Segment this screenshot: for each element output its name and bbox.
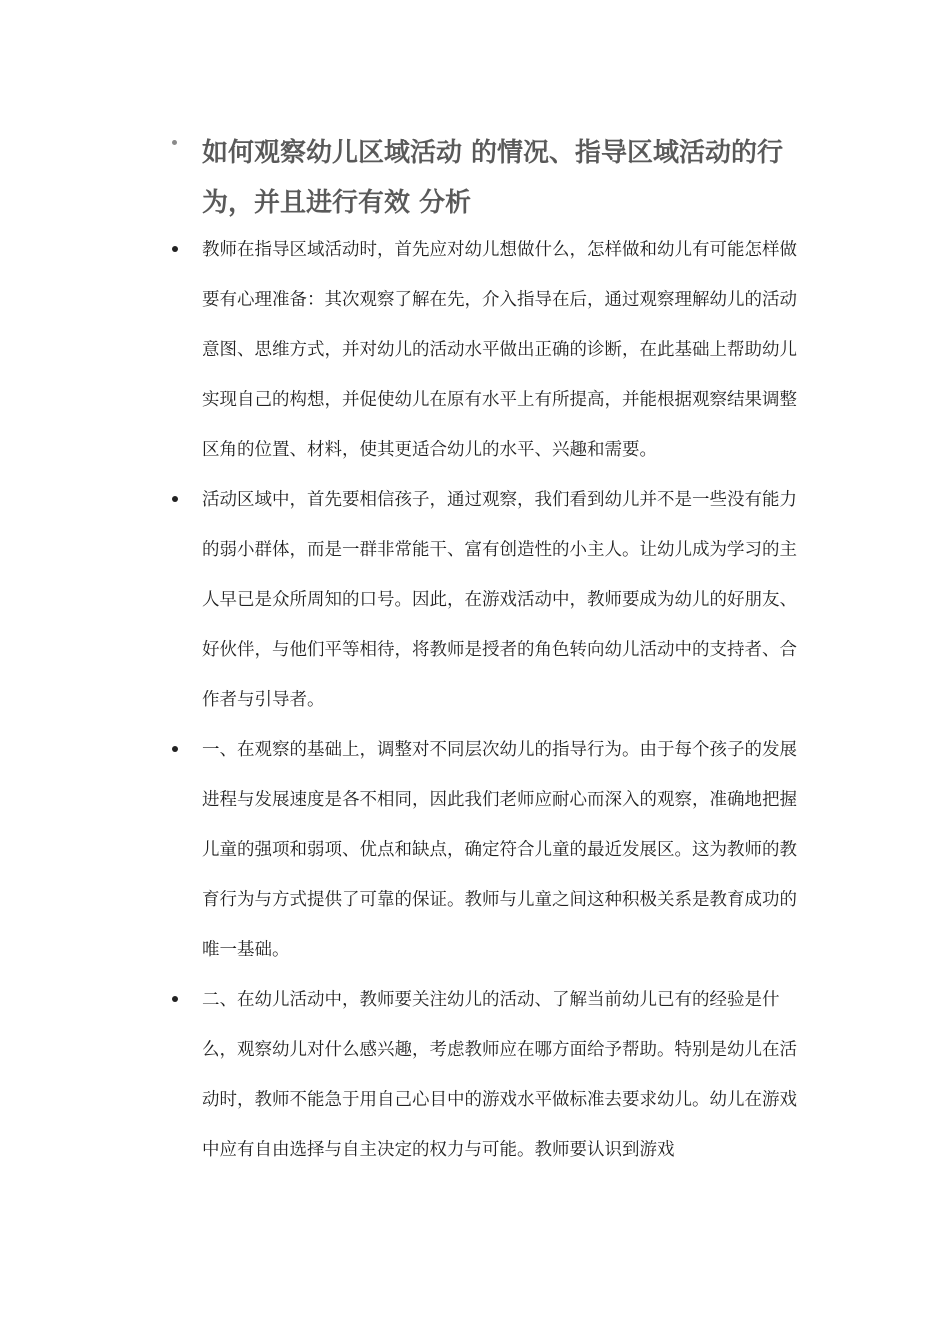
list-item	[172, 725, 822, 975]
bullet-icon	[172, 996, 178, 1002]
paragraph-text: 教师在指导区域活动时，首先应对幼儿想做什么，怎样做和幼儿有可能怎样做要有心理准备：其次观察了解在先，介入指导在后，通过观察理解幼儿的活动意图、思维方式，并对幼儿的活动水平做出正确的诊断，在此基础上帮助幼儿实现自己的构想，并促使幼儿在原有水平上有所提高，并能根据观察结果调整区角的位置、材料，使其更适合幼儿的水平、兴趣和需要。	[202, 240, 797, 460]
paragraph-text: 二、在幼儿活动中，教师要关注幼儿的活动、了解当前幼儿已有的经验是什么，观察幼儿对什么感兴趣，考虑教师应在哪方面给予帮助。特别是幼儿在活动时，教师不能急于用自己心目中的游戏水平做标准去要求幼儿。幼儿在游戏中应有自由选择与自主决定的权力与可能。教师要认识到游戏	[202, 990, 797, 1160]
document-heading: 如何观察幼儿区域活动 的情况、指导区域活动的行为，并且进行有效 分析	[202, 138, 784, 218]
list-item	[172, 475, 822, 725]
paragraph-text: 活动区域中，首先要相信孩子，通过观察，我们看到幼儿并不是一些没有能力的弱小群体，而是一群非常能干、富有创造性的小主人。让幼儿成为学习的主人早已是众所周知的口号。因此，在游戏活动中，教师要成为幼儿的好朋友、好伙伴，与他们平等相待，将教师是授者的角色转向幼儿活动中的支持者、合作者与引导者。	[202, 490, 797, 710]
bullet-icon	[172, 496, 178, 502]
bullet-icon	[172, 746, 178, 752]
paragraph-text: 一、在观察的基础上，调整对不同层次幼儿的指导行为。由于每个孩子的发展进程与发展速度是各不相同，因此我们老师应耐心而深入的观察，准确地把握儿童的强项和弱项、优点和缺点，确定符合儿童的最近发展区。这为教师的教育行为与方式提供了可靠的保证。教师与儿童之间这种积极关系是教育成功的唯一基础。	[202, 740, 797, 960]
bullet-icon	[172, 140, 177, 145]
list-item	[172, 225, 822, 475]
list-item	[172, 975, 822, 1175]
paragraph-list	[172, 225, 822, 1175]
bullet-icon	[172, 246, 178, 252]
